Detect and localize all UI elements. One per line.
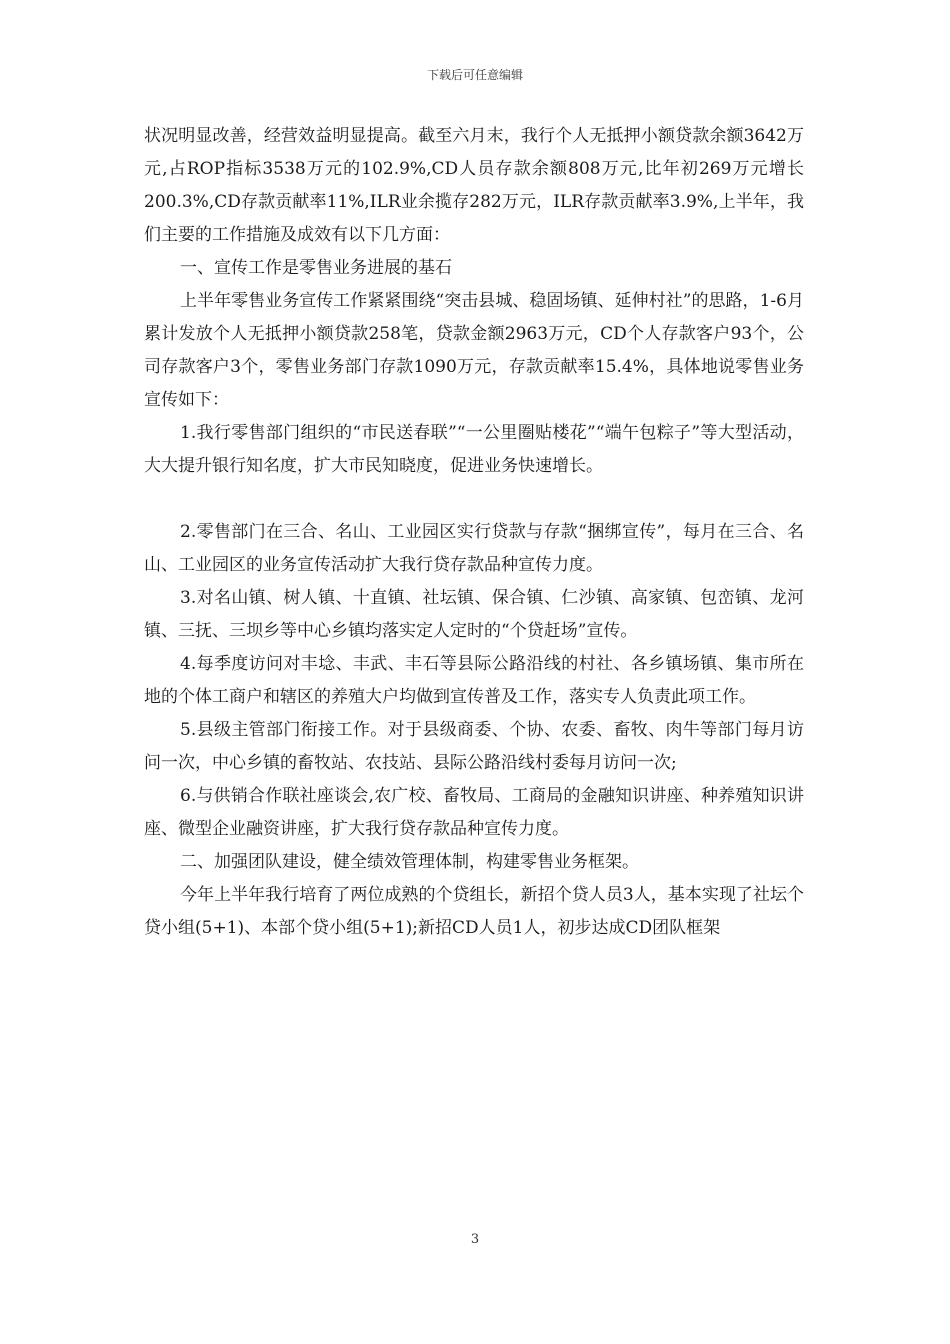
page-number: 3 — [470, 1232, 480, 1247]
list-item-4: 4.每季度访问对丰埝、丰武、丰石等县际公路沿线的村社、各乡镇场镇、集市所在地的个体工商户和辖区的养殖大户均做到宣传普及工作，落实专人负责此项工作。 — [144, 654, 804, 707]
section-heading-1: 一、宣传工作是零售业务进展的基石 — [180, 258, 452, 278]
paragraph-summary: 状况明显改善，经营效益明显提高。截至六月末，我行个人无抵押小额贷款余额3642万元,占ROP指标3538万元的102.9%,CD人员存款余额808万元,比年初269万元增长200.3%,CD存款贡献率11%,ILR业余揽存282万元，ILR存款贡献率3.9%,上半年，我们主要的工作措施及成效有以下几方面： — [144, 126, 804, 245]
paragraph-team-building: 今年上半年我行培育了两位成熟的个贷组长，新招个贷人员3人，基本实现了社坛个贷小组(5+1)、本部个贷小组(5+1);新招CD人员1人，初步达成CD团队框架 — [144, 885, 804, 938]
list-item-1: 1.我行零售部门组织的“市民送春联”“一公里圈贴楼花”“端午包粽子”等大型活动，大大提升银行知名度，扩大市民知晓度，促进业务快速增长。 — [144, 423, 804, 476]
page-header: 下载后可任意编辑 — [426, 68, 523, 82]
list-item-2: 2.零售部门在三合、名山、工业园区实行贷款与存款“捆绑宣传”，每月在三合、名山、工业园区的业务宣传活动扩大我行贷存款品种宣传力度。 — [144, 522, 804, 575]
paragraph-spacer — [144, 483, 804, 516]
document-body — [144, 120, 804, 945]
list-item-3: 3.对名山镇、树人镇、十直镇、社坛镇、保合镇、仁沙镇、高家镇、包峦镇、龙河镇、三抚、三坝乡等中心乡镇均落实定人定时的“个贷赶场”宣传。 — [144, 588, 804, 641]
list-item-6: 6.与供销合作联社座谈会,农广校、畜牧局、工商局的金融知识讲座、种养殖知识讲座、微型企业融资讲座，扩大我行贷存款品种宣传力度。 — [144, 786, 804, 839]
list-item-5: 5.县级主管部门衔接工作。对于县级商委、个协、农委、畜牧、肉牛等部门每月访问一次，中心乡镇的畜牧站、农技站、县际公路沿线村委每月访问一次; — [144, 720, 804, 773]
section-heading-2: 二、加强团队建设，健全绩效管理体制，构建零售业务框架。 — [180, 852, 639, 872]
paragraph-promotion-overview: 上半年零售业务宣传工作紧紧围绕“突击县城、稳固场镇、延伸村社”的思路，1-6月累计发放个人无抵押小额贷款258笔，贷款金额2963万元，CD个人存款客户93个，公司存款客户3个，零售业务部门存款1090万元，存款贡献率15.4%，具体地说零售业务宣传如下： — [144, 291, 804, 410]
